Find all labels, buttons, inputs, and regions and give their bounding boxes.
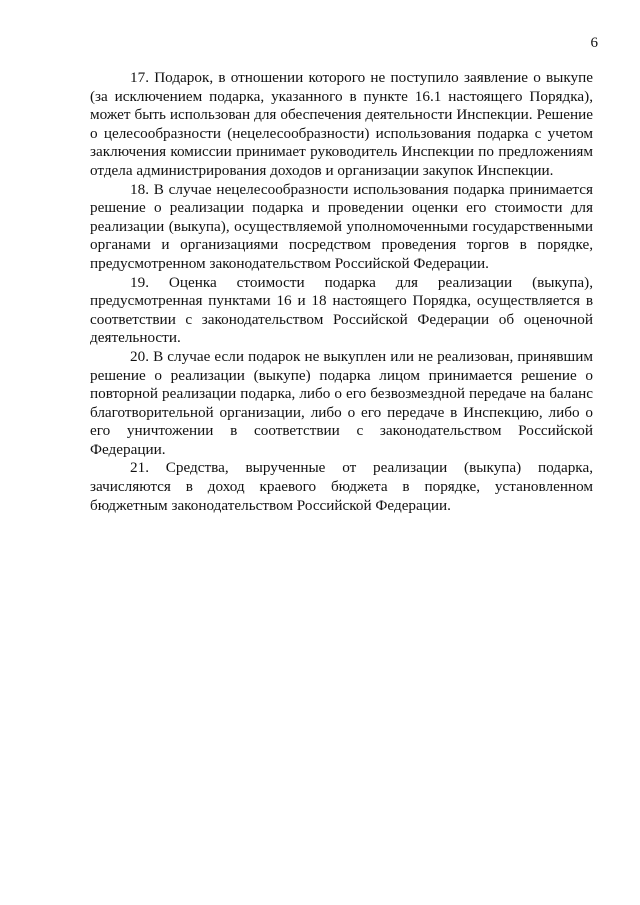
paragraph-18: 18. В случае нецелесообразности использования подарка принимается решение о реализации подарка и проведении оценки его стоимости для реализации (выкупа), осуществляемой уполномоченными государственными органами и организациями посредством проведения торгов в порядке, предусмотренном законодательством Российской Федерации. [90,180,593,272]
paragraph-21: 21. Средства, вырученные от реализации (выкупа) подарка, зачисляются в доход краевого бюджета в порядке, установленном бюджетным законодательством Российской Федерации. [90,459,593,514]
document-body [90,69,593,515]
paragraph-20: 20. В случае если подарок не выкуплен или не реализован, принявшим решение о реализации (выкупе) подарка лицом принимается решение о повторной реализации подарка, либо о его безвозмездной передаче на баланс благотворительной организации, либо о его передаче в Инспекцию, либо о его уничтожении в соответствии с законодательством Российской Федерации. [90,347,593,458]
paragraph-17: 17. Подарок, в отношении которого не поступило заявление о выкупе (за исключением подарка, указанного в пункте 16.1 настоящего Порядка), может быть использован для обеспечения деятельности Инспекции. Решение о целесообразности (нецелесообразности) использования подарка с учетом заключения комиссии принимает руководитель Инспекции по предложениям отдела администрирования доходов и организации закупок Инспекции. [90,69,593,179]
page-number: 6 [590,35,598,51]
paragraph-19: 19. Оценка стоимости подарка для реализации (выкупа), предусмотренная пунктами 16 и 18 настоящего Порядка, осуществляется в соответствии с законодательством Российской Федерации об оценочной деятельности. [90,273,593,347]
